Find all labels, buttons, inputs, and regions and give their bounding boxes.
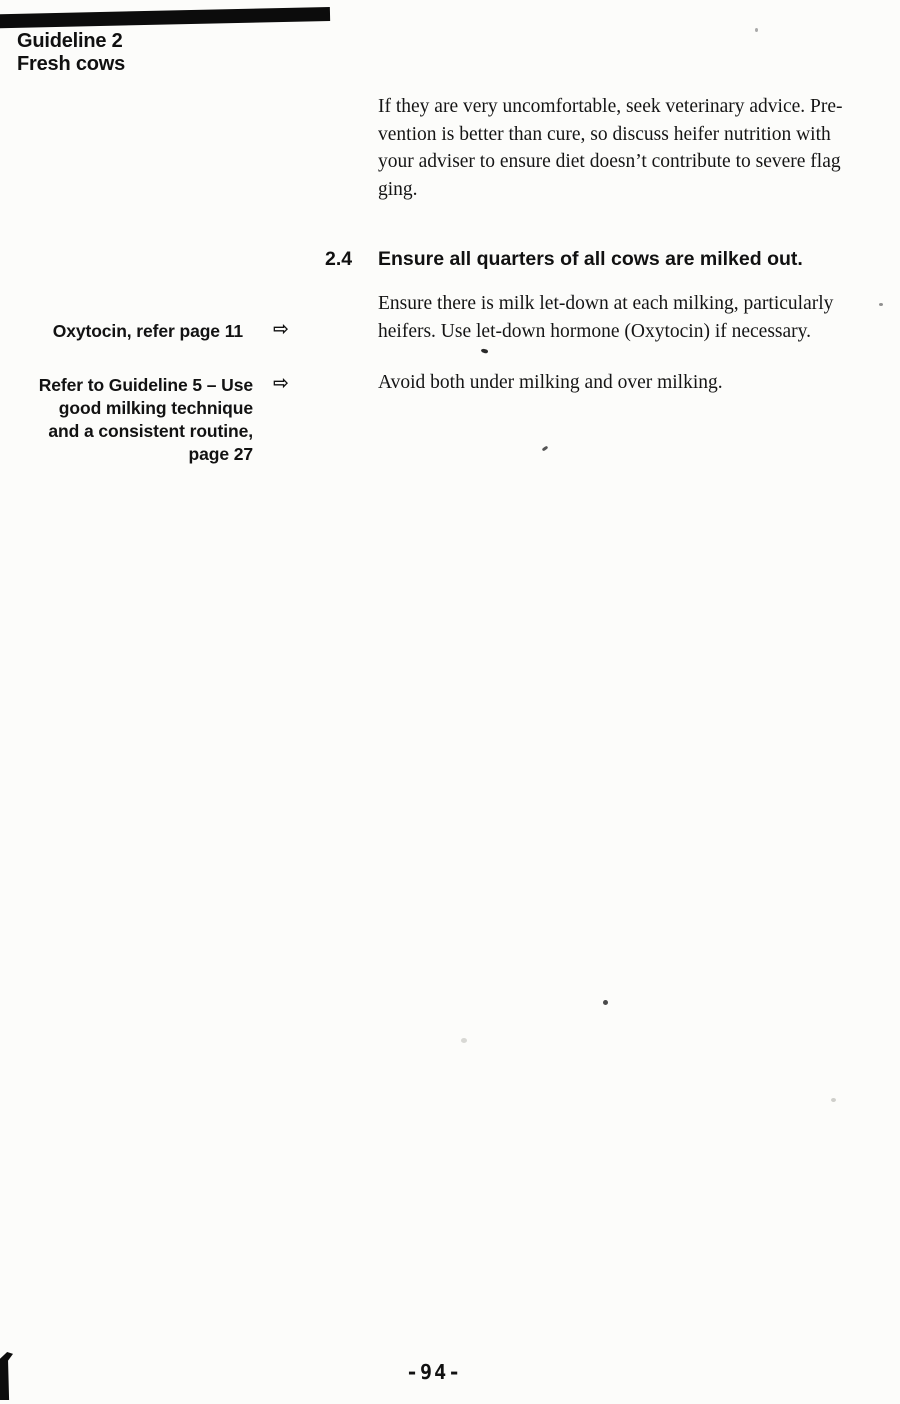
scan-speck: [481, 348, 489, 354]
section-number: 2.4: [325, 248, 353, 270]
paragraph-line: ging.: [378, 178, 418, 200]
scan-speck: [461, 1038, 467, 1043]
paragraph-line: your adviser to ensure diet doesn’t contribute to severe flag: [378, 151, 841, 172]
scan-speck: [542, 446, 549, 452]
page-header: [17, 30, 125, 76]
guideline-title: Guideline 2: [17, 30, 123, 52]
paragraph-line: heifers. Use let-down hormone (Oxytocin) if necessary.: [378, 320, 812, 342]
margin-note-guideline5: [12, 374, 253, 466]
avoid-milking-note: Avoid both under milking and over milking.: [378, 372, 723, 393]
scan-speck: [879, 303, 883, 306]
guideline-subject: Fresh cows: [17, 53, 126, 75]
margin-note-line: and a consistent routine,: [48, 421, 253, 441]
intro-paragraph: [378, 93, 898, 203]
margin-note-line: Refer to Guideline 5 – Use: [38, 375, 253, 395]
body-paragraph: [378, 290, 898, 345]
margin-note-line: page 27: [188, 444, 253, 464]
scan-corner-artifact: [0, 1352, 13, 1400]
margin-note-line: Oxytocin, refer page 11: [52, 321, 243, 341]
margin-note-line: good milking technique: [58, 398, 253, 418]
scan-speck: [603, 1000, 608, 1005]
page-number: -94-: [406, 1360, 463, 1384]
paragraph-line: Ensure there is milk let-down at each milking, particularly: [378, 293, 834, 314]
right-arrow-icon: ⇨: [273, 318, 289, 340]
scan-speck: [755, 28, 758, 32]
right-arrow-icon: ⇨: [273, 372, 289, 394]
top-rule-bar: [0, 7, 330, 28]
paragraph-line: vention is better than cure, so discuss heifer nutrition with: [378, 123, 831, 145]
paragraph-line: If they are very uncomfortable, seek veterinary advice. Pre-: [378, 96, 843, 117]
section-title: Ensure all quarters of all cows are milked out.: [378, 248, 803, 270]
section-heading: [325, 248, 900, 271]
margin-note-oxytocin: [22, 320, 243, 343]
scan-speck: [831, 1098, 836, 1102]
